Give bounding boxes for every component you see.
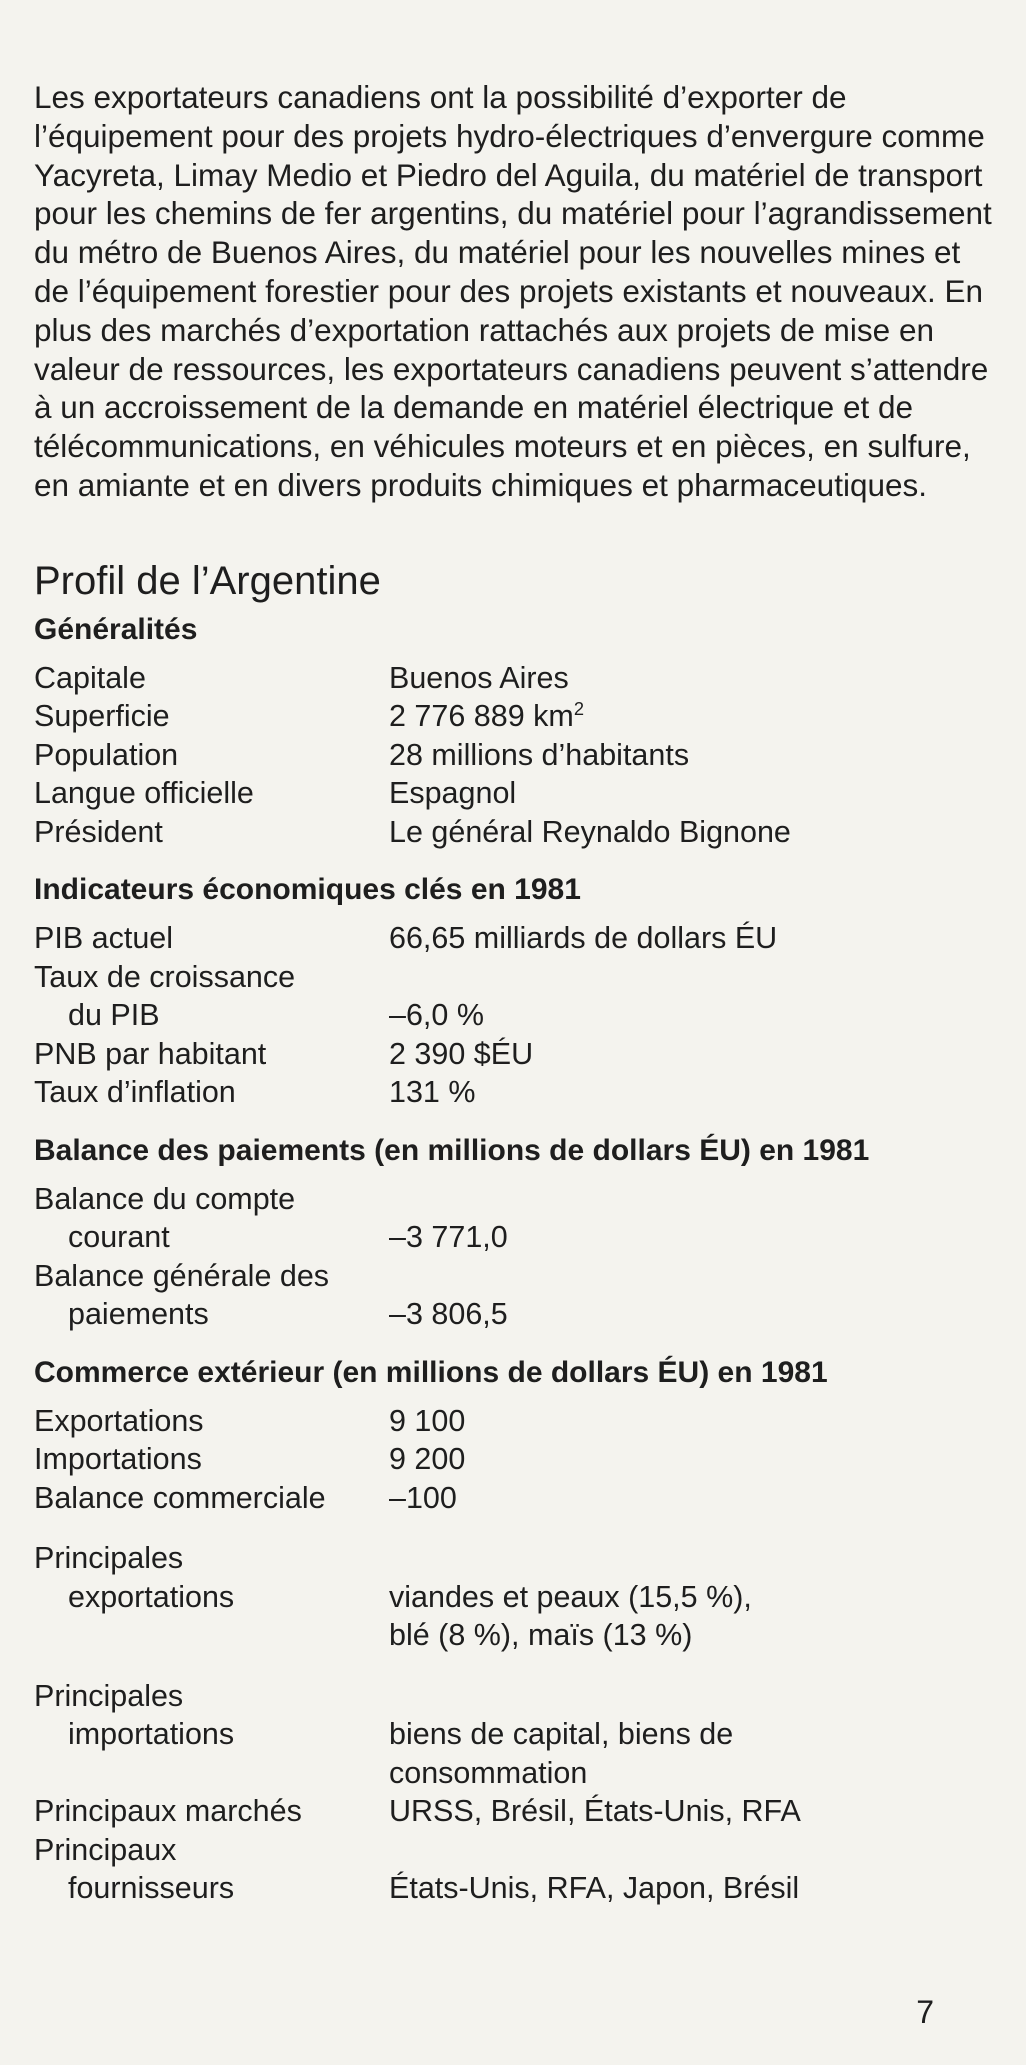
imports-label: Importations <box>34 1442 202 1477</box>
main-imports-value-line2: consommation <box>389 1755 588 1790</box>
suppliers-value: États-Unis, RFA, Japon, Brésil <box>389 1871 800 1906</box>
capital-label: Capitale <box>34 660 146 695</box>
gdp-value: 66,65 milliards de dollars ÉU <box>389 921 778 956</box>
main-imports-label-line2: importations <box>68 1717 235 1752</box>
growth-label-line2: du PIB <box>68 998 160 1033</box>
overall-balance-label-line2: paiements <box>68 1297 209 1332</box>
population-label: Population <box>34 737 179 772</box>
area-number: 2 776 889 km <box>389 699 574 734</box>
main-exports-label-line1: Principales <box>34 1541 184 1576</box>
exports-label: Exportations <box>34 1403 204 1438</box>
language-value: Espagnol <box>389 776 517 811</box>
economic-heading: Indicateurs économiques clés en 1981 <box>34 873 581 907</box>
general-table <box>34 659 994 852</box>
main-imports-value-line1: biens de capital, biens de <box>389 1717 734 1752</box>
suppliers-label-line2: fournisseurs <box>68 1871 235 1906</box>
area-value <box>389 697 994 736</box>
general-heading: Généralités <box>34 612 198 646</box>
current-account-label-line1: Balance du compte <box>34 1181 296 1216</box>
language-label: Langue officielle <box>34 776 254 811</box>
markets-value: URSS, Brésil, États-Unis, RFA <box>389 1794 801 1829</box>
payments-heading: Balance des paiements (en millions de dollars ÉU) en 1981 <box>34 1133 870 1167</box>
suppliers-label-line1: Principaux <box>34 1832 177 1867</box>
area-label: Superficie <box>34 699 170 734</box>
overall-balance-value: –3 806,5 <box>389 1297 508 1332</box>
trade-balance-value: –100 <box>389 1480 457 1515</box>
trade-section <box>34 1354 994 1908</box>
trade-table <box>34 1402 994 1908</box>
gnp-label: PNB par habitant <box>34 1036 267 1071</box>
main-exports-value-line1: viandes et peaux (15,5 %), <box>389 1579 752 1614</box>
trade-heading: Commerce extérieur (en millions de dollars ÉU) en 1981 <box>34 1355 828 1389</box>
main-exports-label-line2: exportations <box>68 1579 235 1614</box>
area-unit-exponent: 2 <box>573 698 584 720</box>
population-value: 28 millions d’habitants <box>389 737 690 772</box>
inflation-value: 131 % <box>389 1075 476 1110</box>
gnp-value: 2 390 $ÉU <box>389 1036 534 1071</box>
payments-section <box>34 1132 994 1334</box>
page-number: 7 <box>916 1994 934 2030</box>
current-account-value: –3 771,0 <box>389 1220 508 1255</box>
exports-value: 9 100 <box>389 1403 466 1438</box>
president-value: Le général Reynaldo Bignone <box>389 814 791 849</box>
growth-value: –6,0 % <box>389 998 484 1033</box>
president-label: Président <box>34 814 163 849</box>
imports-value: 9 200 <box>389 1442 466 1477</box>
intro-paragraph: Les exportateurs canadiens ont la possibilité d’exporter de l’équipement pour des projets hydro-électriques d’envergure comme Yacyreta, Limay Medio et Piedro del Aguila, du matériel de transport pour les chemins de fer argentins, du matériel pour l’agrandissement du métro de Buenos Aires, du matériel pour les nouvelles mines et de l’équipement forestier pour des projets existants et nouveaux. En plus des marchés d’exportation rattachés aux projets de mise en valeur de ressources, les exportateurs canadiens peuvent s’attendre à un accroissement de la demande en matériel électrique et de télécommunications, en véhicules moteurs et en pièces, en sulfure, en amiante et en divers produits chimiques et pharmaceutiques. <box>34 79 992 503</box>
current-account-label-line2: courant <box>68 1220 170 1255</box>
economic-table <box>34 919 994 1112</box>
main-imports-label-line1: Principales <box>34 1678 184 1713</box>
trade-balance-label: Balance commerciale <box>34 1480 326 1515</box>
growth-label-line1: Taux de croissance <box>34 959 296 994</box>
overall-balance-label-line1: Balance générale des <box>34 1258 330 1293</box>
document-page <box>34 78 994 1908</box>
payments-table <box>34 1180 994 1334</box>
inflation-label: Taux d’inflation <box>34 1075 236 1110</box>
gdp-label: PIB actuel <box>34 921 174 956</box>
profile-title: Profil de l’Argentine <box>34 558 381 603</box>
markets-label: Principaux marchés <box>34 1794 302 1829</box>
main-exports-value-line2: blé (8 %), maïs (13 %) <box>389 1618 693 1653</box>
capital-value: Buenos Aires <box>389 660 569 695</box>
economic-section <box>34 871 994 1112</box>
general-section <box>34 611 994 852</box>
